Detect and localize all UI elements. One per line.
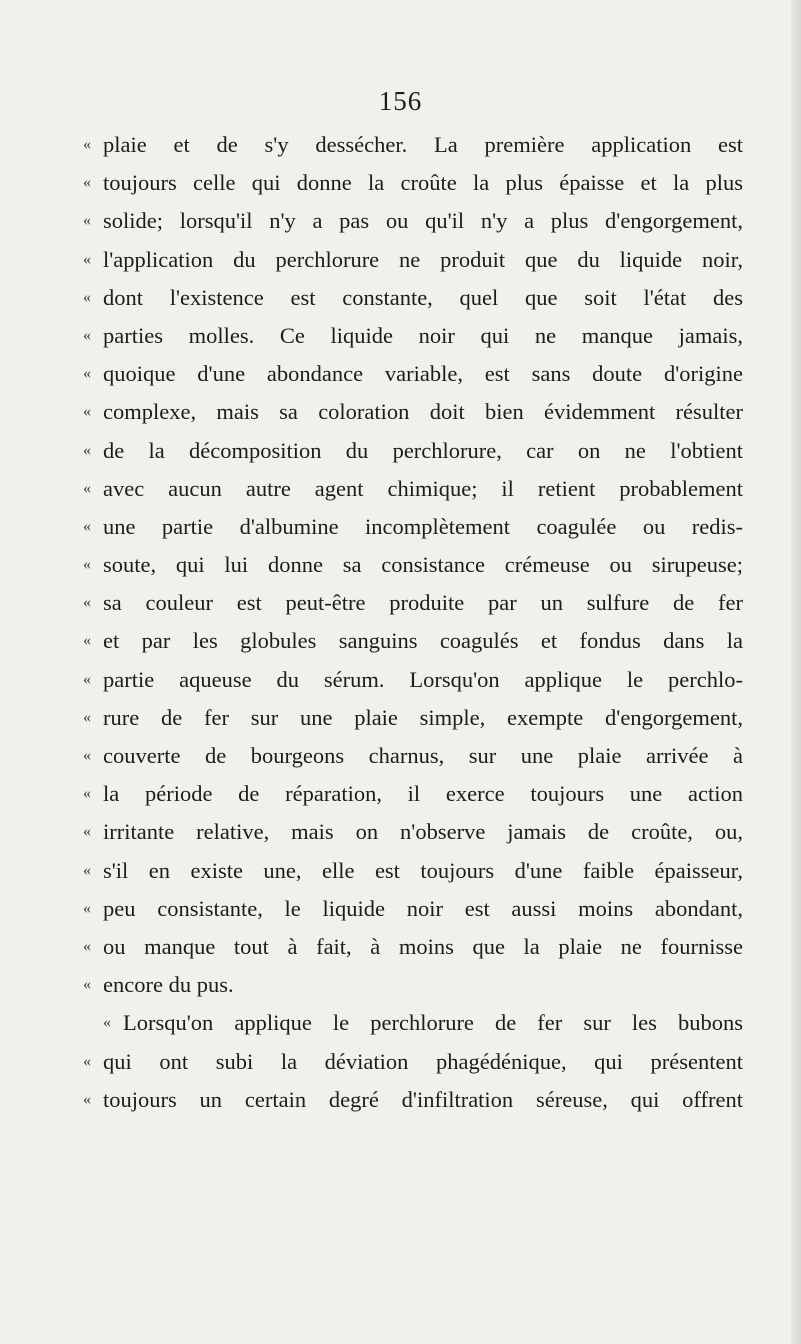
quote-mark: « — [83, 326, 91, 344]
quote-mark: « — [83, 594, 91, 612]
quote-mark: « — [83, 747, 91, 764]
quote-mark: « — [83, 136, 91, 153]
text-line — [103, 1004, 743, 1042]
text-line — [83, 1043, 743, 1081]
line-text: couverte de bourgeons charnus, sur une plaie arrivée à — [103, 743, 743, 768]
quote-mark: « — [83, 937, 91, 955]
line-text: avec aucun autre agent chimique; il retient probablement — [103, 475, 743, 501]
quote-mark: « — [83, 479, 91, 497]
line-text: peu consistante, le liquide noir est aussi moins abondant, — [103, 895, 743, 921]
text-line — [83, 852, 743, 890]
text-line — [83, 432, 743, 470]
line-text: Lorsqu'on applique le perchlorure de fer sur les bubons — [123, 1010, 743, 1036]
text-line — [83, 584, 743, 622]
quote-mark: « — [83, 441, 91, 459]
line-text: ou manque tout à fait, à moins que la plaie ne fournisse — [103, 933, 743, 959]
quote-mark: « — [83, 976, 91, 994]
line-text: encore du pus. — [103, 972, 234, 998]
text-line — [83, 737, 743, 775]
text-line — [83, 661, 743, 699]
text-line — [83, 241, 743, 279]
text-line — [83, 508, 743, 546]
line-text: la période de réparation, il exerce toujours une action — [103, 781, 743, 807]
body-text — [83, 126, 743, 1119]
quote-mark: « — [83, 212, 91, 230]
line-text: complexe, mais sa coloration doit bien évidemment résulter — [103, 399, 743, 425]
line-text: rure de fer sur une plaie simple, exempte d'engorgement, — [103, 704, 743, 730]
text-line — [83, 622, 743, 660]
text-line — [83, 202, 743, 240]
quote-mark: « — [83, 403, 91, 421]
line-text: parties molles. Ce liquide noir qui ne manque jamais, — [103, 322, 743, 348]
text-line — [83, 890, 743, 928]
text-line — [83, 813, 743, 851]
line-text: de la décomposition du perchlorure, car on ne l'obtient — [103, 437, 743, 463]
quote-mark: « — [83, 899, 91, 917]
quote-mark: « — [83, 517, 91, 535]
text-line — [83, 126, 743, 164]
line-text: qui ont subi la déviation phagédénique, qui présentent — [103, 1048, 743, 1074]
text-line — [83, 317, 743, 355]
text-line — [83, 928, 743, 966]
quote-mark: « — [83, 174, 91, 192]
quote-mark: « — [83, 785, 91, 803]
text-line — [83, 355, 743, 393]
quote-mark: « — [83, 365, 91, 383]
line-text: plaie et de s'y dessécher. La première application est — [103, 132, 743, 157]
page-number: 156 — [378, 86, 423, 116]
quote-mark: « — [83, 288, 91, 306]
line-text: s'il en existe une, elle est toujours d'une faible épaisseur, — [103, 857, 743, 883]
line-text: irritante relative, mais on n'observe jamais de croûte, ou, — [103, 819, 743, 845]
line-text: partie aqueuse du sérum. Lorsqu'on applique le perchlo- — [103, 666, 743, 692]
text-line — [83, 1081, 743, 1119]
line-text: quoique d'une abondance variable, est sans doute d'origine — [103, 361, 743, 387]
text-line — [83, 279, 743, 317]
line-text: sa couleur est peut-être produite par un sulfure de fer — [103, 590, 743, 616]
quote-mark: « — [83, 823, 91, 841]
quote-mark: « — [83, 861, 91, 879]
text-line — [83, 775, 743, 813]
text-line — [83, 164, 743, 202]
quote-mark: « — [83, 556, 91, 574]
quote-mark: « — [83, 708, 91, 726]
line-text: toujours celle qui donne la croûte la plus épaisse et la plus — [103, 170, 743, 196]
quote-mark: « — [103, 1014, 111, 1032]
quote-mark: « — [83, 670, 91, 688]
quote-mark: « — [83, 632, 91, 650]
text-line — [83, 546, 743, 584]
line-text: et par les globules sanguins coagulés et fondus dans la — [103, 628, 743, 654]
line-text: soute, qui lui donne sa consistance crémeuse ou sirupeuse; — [103, 552, 743, 578]
text-line — [83, 393, 743, 431]
quote-mark: « — [83, 1052, 91, 1070]
line-text: l'application du perchlorure ne produit que du liquide noir, — [103, 246, 743, 272]
line-text: dont l'existence est constante, quel que soit l'état des — [103, 284, 743, 310]
text-line — [83, 470, 743, 508]
quote-mark: « — [83, 250, 91, 268]
line-text: solide; lorsqu'il n'y a pas ou qu'il n'y a plus d'engorgement, — [103, 208, 743, 234]
line-text: toujours un certain degré d'infiltration séreuse, qui offrent — [103, 1086, 743, 1112]
line-text: une partie d'albumine incomplètement coagulée ou redis- — [103, 513, 743, 539]
page-edge — [791, 0, 801, 1344]
text-line — [83, 966, 743, 1004]
quote-mark: « — [83, 1090, 91, 1108]
text-line — [83, 699, 743, 737]
